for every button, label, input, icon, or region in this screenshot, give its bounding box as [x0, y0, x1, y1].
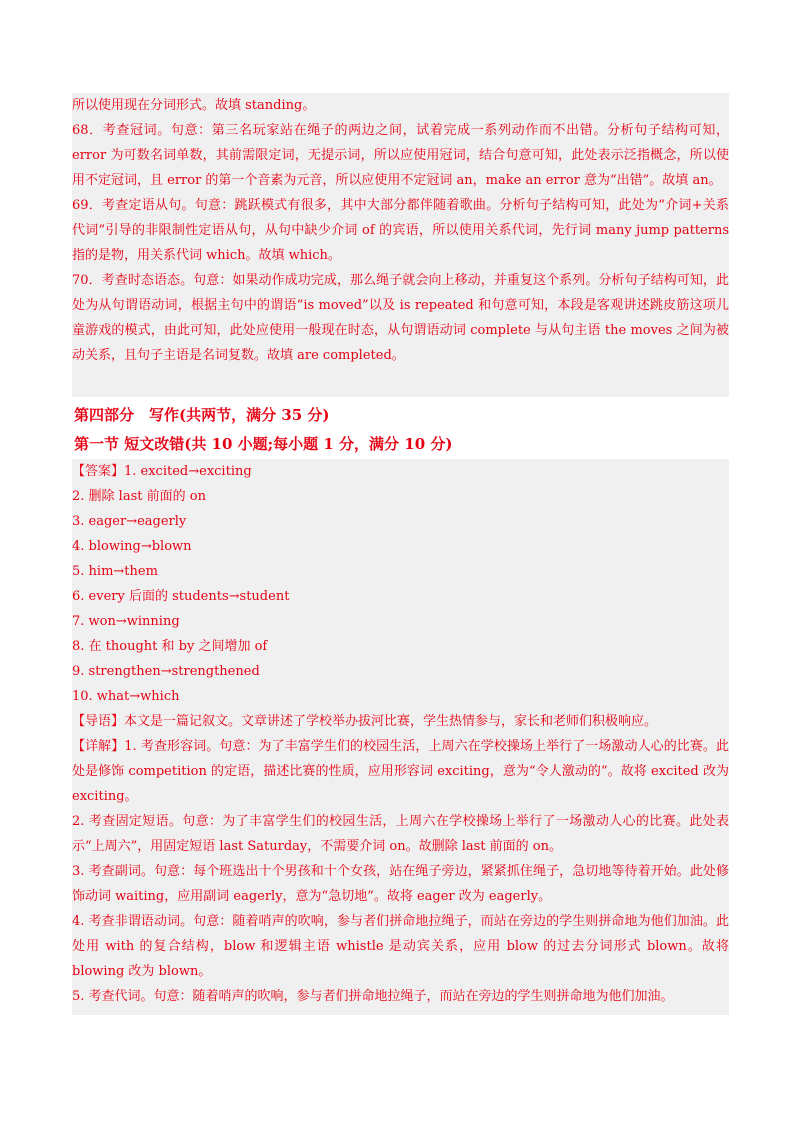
explanation-68: 68．考查冠词。句意：第三名玩家站在绳子的两边之间，试着完成一系列动作而不出错。分析句子结构可知，error 为可数名词单数，其前需限定词，无提示词，所以应使用冠词，结合句意可知，此处表示泛指概念，所以使用不定冠词，且 error 的第一个音素为元音，所以应使用不定冠词 an，make an error 意为“出错”。故填 an。	[72, 123, 729, 188]
detail-2: 2. 考查固定短语。句意：为了丰富学生们的校园生活，上周六在学校操场上举行了一场激动人心的比赛。此处表示“上周六”，用固定短语 last Saturday，不需要介词 on。故删除 last 前面的 on。	[72, 814, 729, 854]
detail-1: 【详解】1. 考查形容词。句意：为了丰富学生们的校园生活，上周六在学校操场上举行了一场激动人心的比赛。此处是修饰 competition 的定语，描述比赛的性质，应用形容词 exciting，意为“令人激动的”。故将 excited 改为 exciting。	[72, 739, 729, 804]
detail-3: 3. 考查副词。句意：每个班选出十个男孩和十个女孩，站在绳子旁边，紧紧抓住绳子，急切地等待着开始。此处修饰动词 waiting，应用副词 eagerly，意为“急切地”。故将 eager 改为 eagerly。	[72, 864, 729, 904]
subsection-heading: 第一节 短文改错(共 10 小题;每小题 1 分，满分 10 分)	[74, 435, 453, 453]
answer-item: 8. 在 thought 和 by 之间增加 of	[72, 639, 268, 654]
answer-item: 7. won→winning	[72, 614, 180, 629]
answer-item: 【答案】1. excited→exciting	[72, 464, 252, 479]
section-heading: 第四部分 写作(共两节，满分 35 分)	[74, 406, 330, 424]
detail-5: 5. 考查代词。句意：随着哨声的吹响，参与者们拼命地拉绳子，而站在旁边的学生则拼命地为他们加油。	[72, 989, 674, 1004]
answer-item: 6. every 后面的 students→student	[72, 589, 290, 604]
detail-4: 4. 考查非谓语动词。句意：随着哨声的吹响，参与者们拼命地拉绳子，而站在旁边的学生则拼命地为他们加油。此处用 with 的复合结构，blow 和逻辑主语 whistle 是动宾关系，应用 blow 的过去分词形式 blown。故将 blowing 改为 blown。	[72, 914, 729, 979]
guide-text: 【导语】本文是一篇记叙文。文章讲述了学校举办拔河比赛，学生热情参与，家长和老师们积极响应。	[72, 714, 658, 729]
answer-item: 9. strengthen→strengthened	[72, 664, 260, 679]
answer-item: 10. what→which	[72, 689, 180, 704]
answer-item: 4. blowing→blown	[72, 539, 192, 554]
explanation-line: 所以使用现在分词形式。故填 standing。	[72, 98, 316, 113]
answer-item: 2. 删除 last 前面的 on	[72, 489, 206, 504]
answer-block	[72, 459, 729, 1015]
explanation-69: 69．考查定语从句。句意：跳跃模式有很多，其中大部分都伴随着歌曲。分析句子结构可知，此处为“介词+关系代词”引导的非限制性定语从句，从句中缺少介词 of 的宾语，所以使用关系代词，先行词 many jump patterns 指的是物，用关系代词 which。故填 which。	[72, 198, 729, 263]
answer-item: 3. eager→eagerly	[72, 514, 187, 529]
answer-item: 5. him→them	[72, 564, 158, 579]
explanation-70: 70．考查时态语态。句意：如果动作成功完成，那么绳子就会向上移动，并重复这个系列。分析句子结构可知，此处为从句谓语动词，根据主句中的谓语“is moved”以及 is repeated 和句意可知，本段是客观讲述跳皮筋这项儿童游戏的模式，由此可知，此处应使用一般现在时态，从句谓语动词 complete 与从句主语 the moves 之间为被动关系，且句子主语是名词复数。故填 are completed。	[72, 273, 729, 363]
explanation-block-top	[72, 93, 729, 397]
